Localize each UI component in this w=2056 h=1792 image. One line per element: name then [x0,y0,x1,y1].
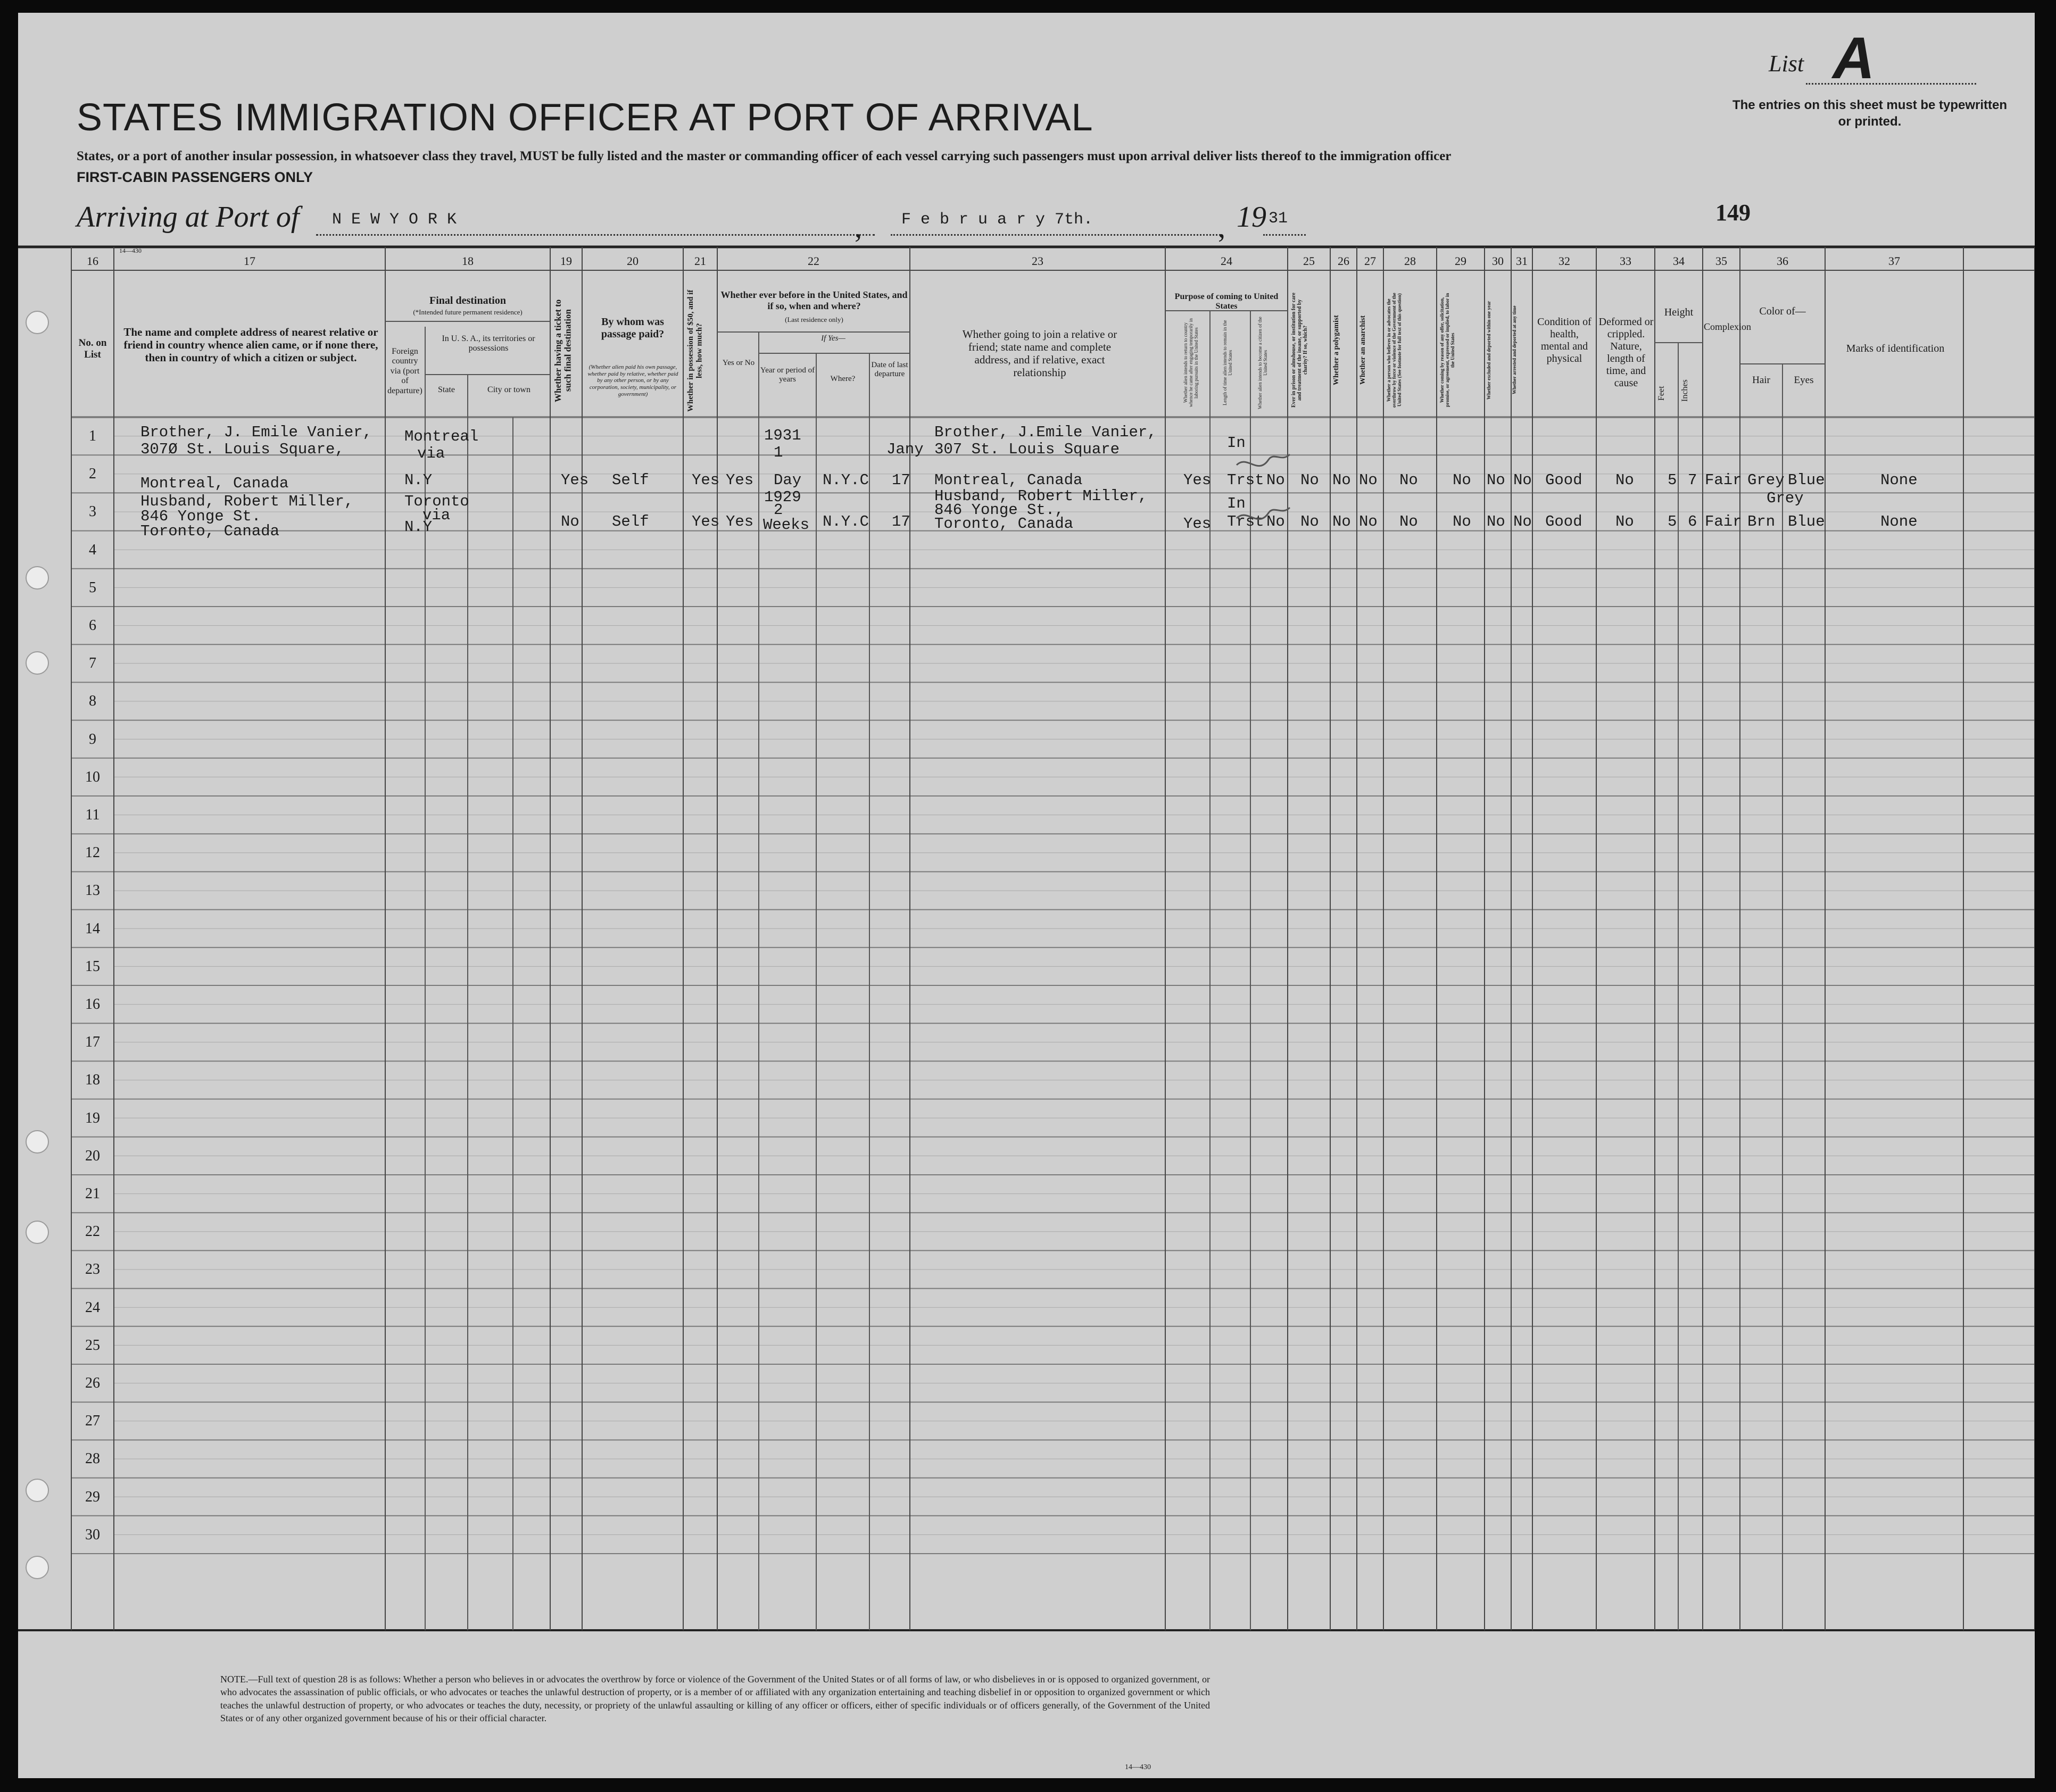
complexion: Fair [1705,513,1742,530]
anarchist: No [1359,513,1378,530]
header-q31: Whether arrested and deported at any time [1512,305,1517,395]
row-number: 24 [85,1299,100,1316]
row-number: 19 [85,1109,100,1126]
header-polygamist: Whether a polygamist [1332,315,1340,385]
relative-line3: Montreal, Canada [140,475,289,492]
row-number: 12 [85,844,100,861]
inches: 6 [1688,513,1697,530]
header-ever-before-note: (Last residence only) [785,316,843,323]
header-prison: Ever in prison or almshouse, or institution for care and treatment of the insane, or supported by charity? If so, which? [1291,292,1308,408]
header-final-destination: Final destination [429,295,506,306]
arriving-label: Arriving at Port of [77,201,300,234]
col-number-28: 28 [1404,254,1416,268]
foreign-port-via: via [417,445,445,462]
row-number: 13 [85,882,100,899]
port-name: N E W Y O R K [332,211,457,229]
col-number-23: 23 [1032,254,1043,268]
list-letter: A [1833,26,1875,91]
year-c: Day [774,471,802,489]
row-number: 17 [85,1034,100,1051]
row-number: 6 [89,617,96,634]
col-number-34: 34 [1673,254,1685,268]
comma: , [1218,211,1225,244]
class-label: FIRST-CABIN PASSENGERS ONLY [77,169,313,185]
purpose-b-top: In [1227,495,1246,512]
row-number: 22 [85,1223,100,1240]
relative-line1: Husband, Robert Miller, [140,493,354,510]
typewritten-instructions: The entries on this sheet must be typewritten or printed. [1732,98,2008,129]
ever-before: Yes [726,513,754,530]
purpose-a: Yes [1183,471,1212,489]
row-number: 8 [89,693,96,710]
row-number: 11 [85,807,100,823]
q28: No [1399,471,1418,489]
col-number-29: 29 [1455,254,1466,268]
year-prefix: 19 [1237,201,1266,234]
anarchist: No [1359,471,1378,489]
col-number-24: 24 [1221,254,1232,268]
hair: Grey [1747,471,1785,489]
joining-2: 307 St. Louis Square [934,441,1120,458]
header-inches: Inches [1680,379,1689,402]
foreign-port: Montreal [404,428,479,445]
row-number: 15 [85,958,100,975]
col-number-30: 30 [1492,254,1504,268]
col-number-31: 31 [1516,254,1528,268]
header-date-departure: Date of last departure [871,361,908,379]
grid-lines [18,13,2035,1778]
year-b: 1 [774,444,783,461]
purpose-c: No [1266,471,1285,489]
joining-1: Brother, J.Emile Vanier, [934,424,1157,441]
header-feet: Feet [1657,386,1666,401]
purpose-a: Yes [1183,515,1212,533]
feet: 5 [1668,471,1677,489]
col-number-36: 36 [1777,254,1788,268]
year-suffix: 31 [1269,210,1288,228]
q29: No [1453,471,1471,489]
form-number: 14—430 [119,247,142,254]
joining-3: Toronto, Canada [934,515,1074,533]
header-q28: Whether a person who believes in or advocates the overthrow by force or violence of the Government of the United States (See footnote for full text of this question) [1386,293,1402,408]
hair: Brn [1747,513,1776,530]
col-number-27: 27 [1364,254,1376,268]
col-number-25: 25 [1303,254,1315,268]
footnote-form-number: 14—430 [1125,1763,1151,1771]
handwritten-mark [1231,444,1295,561]
col-number-18: 18 [462,254,474,268]
row-number: 10 [85,768,100,785]
header-year-period: Year or period of years [760,366,815,384]
header-health: Condition of health, mental and physical [1537,316,1591,364]
manifest-sheet [18,13,2035,1778]
purpose-b-top: In [1227,434,1246,452]
q29: No [1453,513,1471,530]
row-number: 9 [89,731,96,748]
eyes: Blue [1788,513,1825,530]
header-purpose: Purpose of coming to United States [1174,292,1279,311]
header-in-usa: In U. S. A., its territories or possessions [442,334,535,353]
row-number: 23 [85,1261,100,1278]
col-number-22: 22 [808,254,819,268]
row-number: 2 [89,466,96,483]
header-color-of: Color of— [1759,305,1806,317]
hair-top: Grey [1767,490,1804,507]
page-title: STATES IMMIGRATION OFFICER AT PORT OF ARRIVAL [77,96,1093,139]
row-number: 20 [85,1147,100,1164]
col-number-35: 35 [1715,254,1727,268]
departure-month: Jany [886,441,924,458]
header-hair: Hair [1752,375,1770,386]
sheet-number: 149 [1715,200,1751,226]
relative-line2: 846 Yonge St. [140,508,261,525]
header-ever-before: Whether ever before in the United States, and if so, when and where? [720,289,908,311]
row-number: 7 [89,655,96,672]
header-q29: Whether coming by reason of any offer, solicitation, promise, or agreement, expressed or implied, to labor in the United States [1439,293,1455,408]
where: N.Y.C [823,513,869,530]
header-anarchist: Whether an anarchist [1359,315,1367,385]
row-number: 14 [85,920,100,937]
year-a: 1929 [764,488,801,506]
q31: No [1513,471,1532,489]
complexion: Fair [1705,471,1742,489]
marks: None [1880,471,1918,489]
row-number: 3 [89,503,96,520]
q30: No [1487,471,1505,489]
header-foreign-country: Foreign country via (port of departure) [387,347,422,395]
header-height: Height [1664,306,1694,318]
foreign-port-via: via [422,507,451,524]
foreign-port-ny: N.Y [404,471,433,489]
col-number-17: 17 [244,254,255,268]
purpose-b: Trst [1227,513,1264,530]
q31: No [1513,513,1532,530]
header-q30: Whether excluded and deported within one year [1486,301,1491,400]
header-state: State [438,385,455,394]
header-no-on-list: No. on List [78,337,107,360]
polygamist: No [1332,471,1351,489]
relative-line2: 307Ø St. Louis Square, [140,441,344,458]
col-number-33: 33 [1620,254,1631,268]
header-purpose-b: Length of time alien intends to remain in the United States [1222,320,1233,406]
row-number: 16 [85,996,100,1013]
header-ticket: Whether having a ticket to such final destination [553,299,573,402]
comma: , [855,211,862,244]
polygamist: No [1332,513,1351,530]
header-final-destination-note: (*Intended future permanent residence) [413,308,523,316]
header-yes-or-no: Yes or No [722,359,755,367]
purpose-b: Trst [1227,471,1264,489]
row-number: 30 [85,1526,100,1543]
row-number: 28 [85,1450,100,1467]
list-label: List [1769,51,1804,77]
inches: 7 [1688,471,1697,489]
foreign-port: Toronto [404,493,469,510]
row-number: 1 [89,428,96,444]
row-number: 27 [85,1413,100,1430]
joining-1: Husband, Robert Miller, [934,487,1148,505]
foreign-port-ny: N.Y [404,518,433,536]
row-number: 25 [85,1337,100,1354]
footnote: NOTE.—Full text of question 28 is as follows: Whether a person who believes in or advocates the overthrow by force or violence of the Government of the United States or of all forms of law, or who disbelieves in or is opposed to organized government, or who advocates the assassination of public officials, or who advocates or teaches the unlawful destruction of property, or is a member of or affiliated with any organization entertaining and teaching disbelief in or opposition to organized government or which teaches the unlawful destruction of property, or who advocates or teaches the duty, necessity, or propriety of the unlawful assaulting or killing of any officer or officers, either of specific individuals or of officers generally, of the Government of the United States or of any other organized government because of his or their official character. [220,1674,1210,1723]
departure-day: 17 [892,513,910,530]
header-if-yes: If Yes— [821,334,845,343]
joining-2: 846 Yonge St., [934,501,1064,519]
col-number-16: 16 [87,254,98,268]
header-purpose-a: Whether alien intends to return to country whence he came after engaging temporarily in laboring pursuits in the United States [1183,318,1199,408]
header-money: Whether in possession of $50, and if less, how much? [686,289,704,412]
row-number: 18 [85,1072,100,1089]
eyes: Blue [1788,471,1825,489]
header-eyes: Eyes [1794,375,1814,386]
header-joining: Whether going to join a relative or friend; state name and complete address, and if relative, exact relationship [962,328,1117,379]
header-passage-paid-note: (Whether alien paid his own passage, whether paid by relative, whether paid by any other person, or by any corporation, society, municipality, or government) [587,364,678,397]
header-where: Where? [830,375,856,383]
subtitle: States, or a port of another insular possession, in whatsoever class they travel, MUST be fully listed and the master or commanding officer of each vessel carrying such passengers must upon arrival deliver lists thereof to the immigration officer [77,149,1452,163]
feet: 5 [1668,513,1677,530]
where: N.Y.C [823,471,869,489]
ticket: No [561,513,579,530]
ticket: Yes [561,471,589,489]
health: Good [1545,471,1582,489]
year-b: 2 [774,501,783,519]
col-number-26: 26 [1338,254,1349,268]
header-complexion: Complexion [1704,321,1751,332]
ever-before: Yes [726,471,754,489]
deformed: No [1615,513,1634,530]
money: Yes [692,471,720,489]
departure-day: 17 [892,471,910,489]
col-number-19: 19 [560,254,572,268]
row-number: 5 [89,579,96,596]
header-passage-paid: By whom was passage paid? [601,316,665,340]
header-deformed: Deformed or crippled. Nature, length of time, and cause [1598,316,1654,389]
q30: No [1487,513,1505,530]
prison: No [1300,513,1319,530]
col-number-20: 20 [627,254,639,268]
header-marks: Marks of identification [1846,343,1945,354]
passage: Self [612,471,649,489]
year-c: Weeks [763,516,810,534]
year-a: 1931 [764,427,801,444]
col-number-32: 32 [1558,254,1570,268]
deformed: No [1615,471,1634,489]
header-relative-abroad: The name and complete address of nearest relative or friend in country whence alien came, or if none there, then in country of which a citizen or subject. [123,326,378,364]
row-number: 21 [85,1185,100,1202]
col-number-37: 37 [1888,254,1900,268]
arrival-date: F e b r u a r y 7th. [901,211,1093,229]
marks: None [1880,513,1918,530]
money: Yes [692,513,720,530]
passage: Self [612,513,649,530]
joining-3: Montreal, Canada [934,471,1083,489]
row-number: 4 [89,541,96,558]
purpose-c: No [1266,513,1285,530]
row-number: 26 [85,1375,100,1391]
health: Good [1545,513,1582,530]
header-purpose-c: Whether alien intends to become a citizen of the United States [1257,317,1268,409]
row-number: 29 [85,1488,100,1505]
header-city: City or town [487,385,530,394]
prison: No [1300,471,1319,489]
relative-line1: Brother, J. Emile Vanier, [140,424,372,441]
relative-line3: Toronto, Canada [140,522,280,540]
col-number-21: 21 [694,254,706,268]
q28: No [1399,513,1418,530]
